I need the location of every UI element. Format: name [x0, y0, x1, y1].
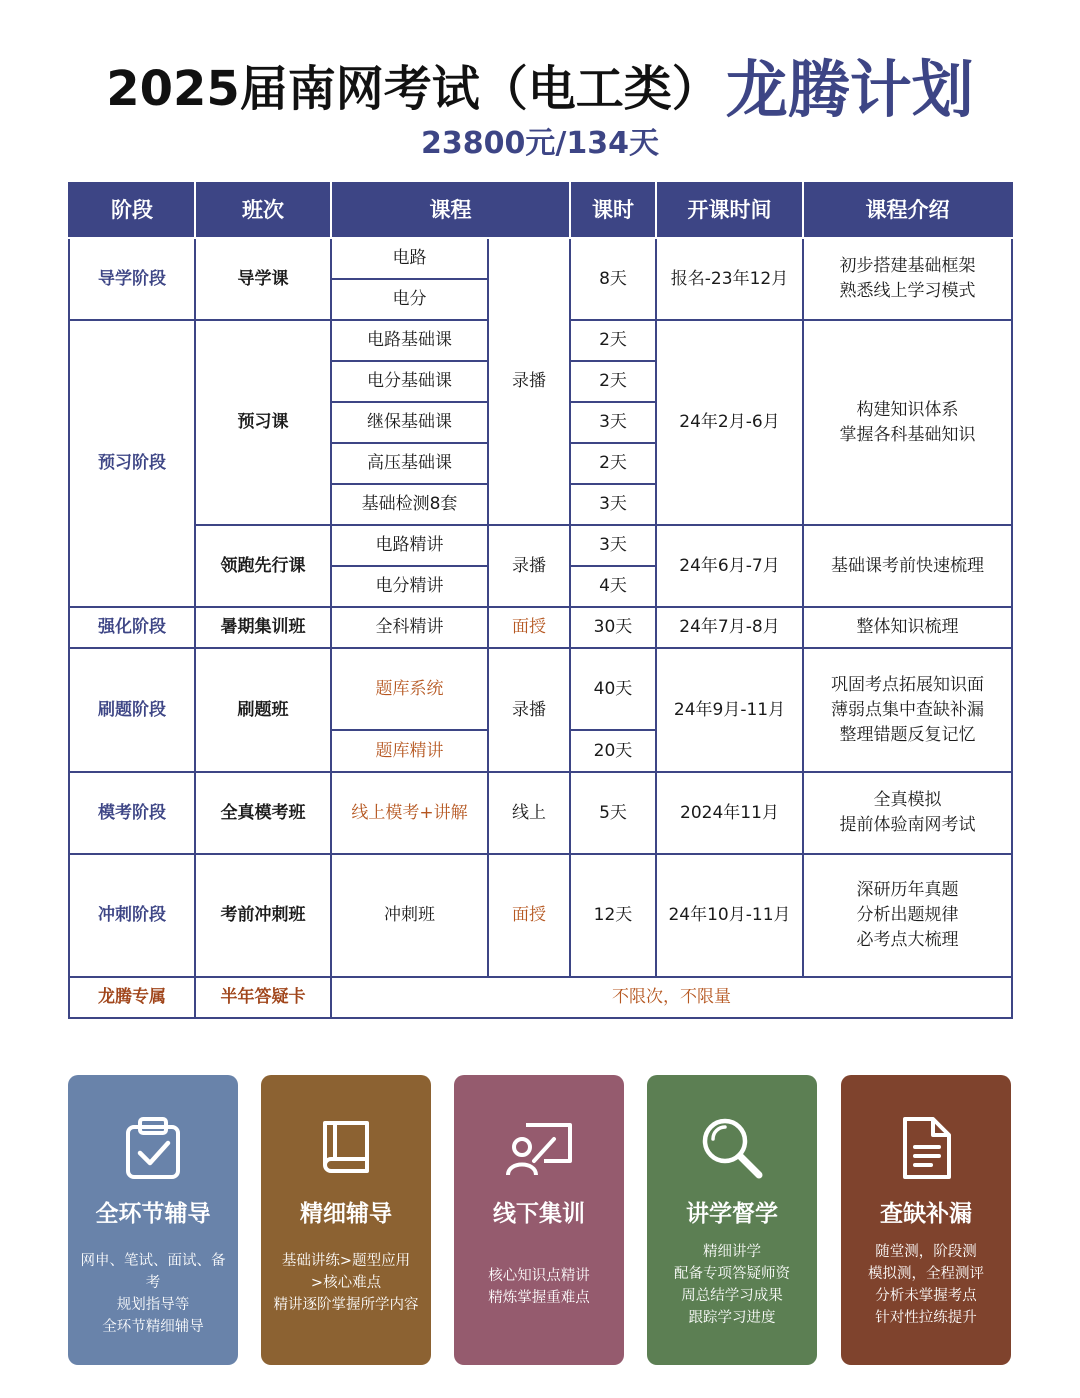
course-cell: 题库精讲: [331, 730, 488, 772]
mode-cell: 录播: [488, 238, 570, 525]
header-stage: 阶段: [69, 183, 195, 238]
time-cell: 24年2月-6月: [656, 320, 803, 525]
intro-line: 初步搭建基础框架: [839, 256, 976, 276]
hours-cell: 4天: [570, 566, 656, 607]
course-cell: 冲刺班: [331, 854, 488, 977]
table-row: [69, 238, 1012, 279]
stage-label: 龙腾专属: [69, 977, 195, 1018]
header-start-time: 开课时间: [656, 183, 803, 238]
course-cell: 电分基础课: [331, 361, 488, 402]
stage-label: 强化阶段: [69, 607, 195, 648]
card-line: 精细讲学: [703, 1244, 761, 1260]
header-class: 班次: [195, 183, 331, 238]
card-desc: [74, 1250, 232, 1338]
intro-line: 必考点大梳理: [856, 930, 959, 950]
card-title: 线下集训: [493, 1201, 585, 1227]
class-label: 预习课: [195, 320, 331, 525]
course-cell: 电路基础课: [331, 320, 488, 361]
table-header-row: [69, 183, 1012, 238]
card-desc: [847, 1241, 1005, 1329]
card-line: 分析未掌握考点: [875, 1288, 977, 1304]
intro-line: 掌握各科基础知识: [839, 424, 976, 445]
mode-cell: 录播: [488, 648, 570, 772]
intro-line: 构建知识体系: [856, 399, 959, 420]
table-row: [69, 525, 1012, 566]
hours-cell: 20天: [570, 730, 656, 772]
class-label: 半年答疑卡: [195, 977, 331, 1018]
document-icon: [891, 1113, 961, 1183]
card-line: 随堂测，阶段测: [875, 1244, 977, 1260]
page-title: [0, 40, 1080, 126]
feature-card: [647, 1075, 817, 1365]
table-row: [69, 607, 1012, 648]
course-cell: 电分精讲: [331, 566, 488, 607]
course-cell: 基础检测8套: [331, 484, 488, 525]
card-desc: [653, 1241, 811, 1329]
time-cell: 2024年11月: [656, 772, 803, 854]
class-label: 暑期集训班: [195, 607, 331, 648]
card-title: 全环节辅导: [95, 1201, 211, 1227]
intro-line: 巩固考点拓展知识面: [831, 674, 984, 695]
course-cell: 电路: [331, 238, 488, 279]
title-accent: 龙腾计划: [725, 53, 974, 126]
intro-cell: [803, 238, 1012, 320]
feature-card: [454, 1075, 624, 1365]
stage-label: 预习阶段: [69, 320, 195, 607]
time-cell: 24年9月-11月: [656, 648, 803, 772]
intro-line: 全真模拟: [873, 790, 942, 810]
note-cell: 不限次，不限量: [331, 977, 1012, 1018]
header-hours: 课时: [570, 183, 656, 238]
card-desc: [267, 1250, 425, 1316]
intro-line: 整理错题反复记忆: [839, 724, 976, 745]
card-line: 模拟测，全程测评: [868, 1266, 984, 1282]
clipboard-check-icon: [118, 1113, 188, 1183]
time-cell: 24年6月-7月: [656, 525, 803, 607]
intro-line: 深研历年真题: [856, 880, 959, 900]
card-line: 跟踪学习进度: [688, 1310, 776, 1326]
intro-line: 熟悉线上学习模式: [839, 281, 976, 301]
intro-cell: 整体知识梳理: [803, 607, 1012, 648]
intro-line: 薄弱点集中查缺补漏: [831, 699, 984, 720]
teacher-board-icon: [504, 1113, 574, 1183]
hours-cell: 2天: [570, 361, 656, 402]
stage-label: 模考阶段: [69, 772, 195, 854]
magnifier-icon: [697, 1113, 767, 1183]
header-intro: 课程介绍: [803, 183, 1012, 238]
table-row: [69, 772, 1012, 854]
header-course: 课程: [331, 183, 570, 238]
course-cell: 电路精讲: [331, 525, 488, 566]
stage-label: 导学阶段: [69, 238, 195, 320]
price-subtitle: 23800元/134天: [421, 126, 659, 161]
course-cell: 线上模考+讲解: [331, 772, 488, 854]
hours-cell: 8天: [570, 238, 656, 320]
course-schedule-table: [68, 182, 1013, 1019]
intro-line: 分析出题规律: [856, 905, 959, 925]
card-line: 周总结学习成果: [681, 1288, 783, 1304]
card-line: 核心知识点精讲: [488, 1268, 590, 1284]
card-title: 讲学督学: [686, 1201, 778, 1227]
course-cell: 继保基础课: [331, 402, 488, 443]
feature-card: [261, 1075, 431, 1365]
course-cell: 电分: [331, 279, 488, 320]
hours-cell: 5天: [570, 772, 656, 854]
card-desc: [460, 1265, 618, 1309]
card-title: 精细辅导: [300, 1201, 392, 1227]
intro-cell: [803, 772, 1012, 854]
table-row: [69, 977, 1012, 1018]
mode-cell: 面授: [488, 607, 570, 648]
hours-cell: 30天: [570, 607, 656, 648]
card-line: 全环节精细辅导: [102, 1319, 204, 1335]
course-cell: 高压基础课: [331, 443, 488, 484]
time-cell: 24年7月-8月: [656, 607, 803, 648]
hours-cell: 2天: [570, 443, 656, 484]
time-cell: 报名-23年12月: [656, 238, 803, 320]
time-cell: 24年10月-11月: [656, 854, 803, 977]
card-line: 针对性拉练提升: [875, 1310, 977, 1326]
class-label: 刷题班: [195, 648, 331, 772]
mode-cell: 录播: [488, 525, 570, 607]
hours-cell: 3天: [570, 525, 656, 566]
feature-cards: [68, 1075, 1011, 1365]
card-line: 配备专项答疑师资: [674, 1266, 790, 1282]
intro-cell: [803, 648, 1012, 772]
table-row: [69, 648, 1012, 730]
feature-card: [68, 1075, 238, 1365]
class-label: 导学课: [195, 238, 331, 320]
feature-card: [841, 1075, 1011, 1365]
course-cell: 全科精讲: [331, 607, 488, 648]
card-line: 规划指导等: [116, 1297, 190, 1313]
book-icon: [311, 1113, 381, 1183]
mode-cell: 面授: [488, 854, 570, 977]
course-cell: 题库系统: [331, 648, 488, 730]
hours-cell: 12天: [570, 854, 656, 977]
mode-cell: 线上: [488, 772, 570, 854]
card-line: 精炼掌握重难点: [488, 1290, 590, 1306]
card-line: >核心难点: [310, 1275, 382, 1291]
class-label: 考前冲刺班: [195, 854, 331, 977]
intro-line: 提前体验南网考试: [839, 815, 976, 835]
class-label: 全真模考班: [195, 772, 331, 854]
hours-cell: 40天: [570, 648, 656, 730]
class-label: 领跑先行课: [195, 525, 331, 607]
card-line: 精讲逐阶掌握所学内容: [273, 1297, 419, 1313]
intro-cell: [803, 320, 1012, 525]
card-line: 基础讲练>题型应用: [281, 1253, 411, 1269]
hours-cell: 3天: [570, 484, 656, 525]
title-main: 2025届南网考试（电工类）: [106, 61, 720, 117]
hours-cell: 2天: [570, 320, 656, 361]
table-row: [69, 854, 1012, 977]
card-title: 查缺补漏: [880, 1201, 972, 1227]
stage-label: 冲刺阶段: [69, 854, 195, 977]
stage-label: 刷题阶段: [69, 648, 195, 772]
intro-cell: [803, 854, 1012, 977]
hours-cell: 3天: [570, 402, 656, 443]
intro-cell: 基础课考前快速梳理: [803, 525, 1012, 607]
card-line: 网申、笔试、面试、备考: [80, 1253, 226, 1291]
